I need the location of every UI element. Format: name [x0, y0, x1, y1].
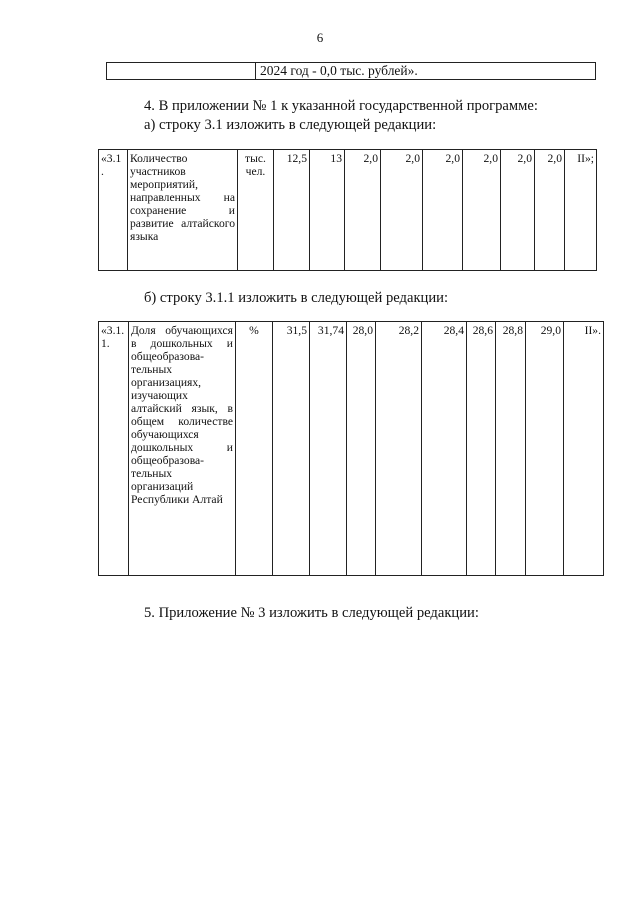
indicator-table-3-1: [98, 149, 597, 271]
value-cell: 13: [310, 150, 345, 271]
value-cell: 29,0: [526, 322, 564, 576]
indicator-name: Количество участников мероприятий, направленных на сохранение и развитие алтайского языка: [128, 150, 238, 271]
row-code: «3.1 .: [99, 150, 128, 271]
budget-2024-cell: 2024 год - 0,0 тыс. рублей».: [256, 63, 596, 80]
value-cell: 2,0: [501, 150, 535, 271]
paragraph-item-5: 5. Приложение № 3 изложить в следующей редакции:: [144, 605, 479, 621]
value-cell: 2,0: [463, 150, 501, 271]
indicator-table-3-1-1: [98, 321, 604, 576]
paragraph-item-4: 4. В приложении № 1 к указанной государственной программе:: [144, 98, 538, 114]
value-cell: 2,0: [423, 150, 463, 271]
indicator-name: Доля обучающихся в дошкольных и общеобразова-тельных организациях, изучающих алтайский язык, в общем количестве обучающихся дошкольных и общеобразова-тельных организаций Республики Алтай: [129, 322, 236, 576]
end-cell: II».: [564, 322, 604, 576]
value-cell: 28,0: [347, 322, 376, 576]
row-code: «3.1. 1.: [99, 322, 129, 576]
value-cell: 28,4: [422, 322, 467, 576]
value-cell: 28,6: [467, 322, 496, 576]
value-cell: 28,2: [376, 322, 422, 576]
continuation-table: [106, 62, 596, 80]
value-cell: 31,74: [310, 322, 347, 576]
value-cell: 2,0: [345, 150, 381, 271]
paragraph-item-4b: б) строку 3.1.1 изложить в следующей редакции:: [144, 290, 449, 306]
value-cell: 31,5: [273, 322, 310, 576]
value-cell: 12,5: [274, 150, 310, 271]
end-cell: II»;: [565, 150, 597, 271]
value-cell: 28,8: [496, 322, 526, 576]
empty-cell: [107, 63, 256, 80]
value-cell: 2,0: [535, 150, 565, 271]
unit-cell: %: [236, 322, 273, 576]
page-number: 6: [316, 30, 324, 45]
paragraph-item-4a: а) строку 3.1 изложить в следующей редакции:: [144, 117, 437, 133]
value-cell: 2,0: [381, 150, 423, 271]
unit-cell: тыс. чел.: [238, 150, 274, 271]
